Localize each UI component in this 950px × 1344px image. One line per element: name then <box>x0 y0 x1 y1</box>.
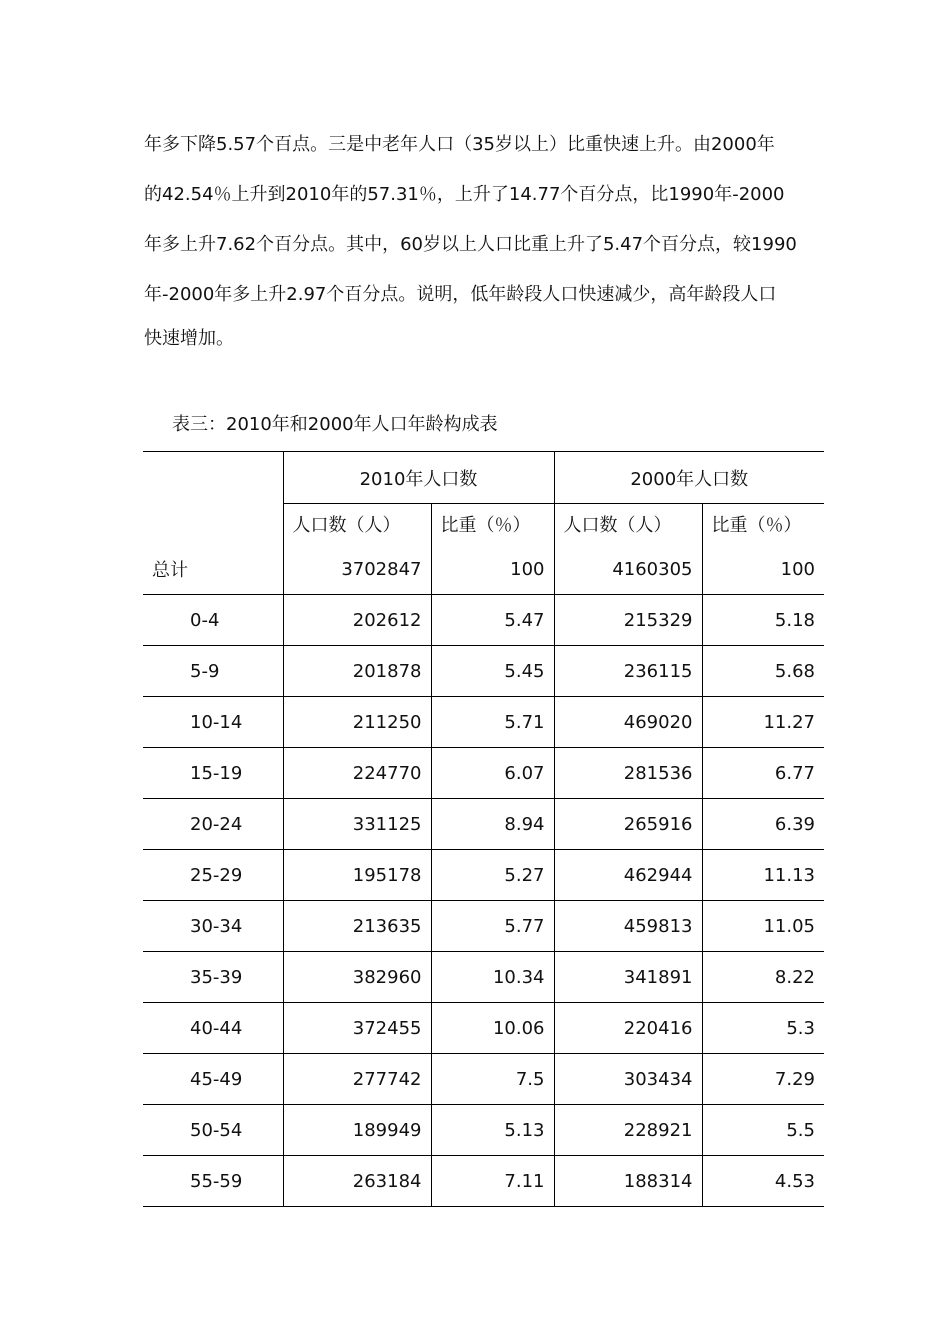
share-2000-cell: 8.22 <box>702 952 824 1003</box>
share-2000-cell: 4.53 <box>702 1156 824 1207</box>
table-row <box>143 850 824 901</box>
table-row <box>143 697 824 748</box>
table-row <box>143 1156 824 1207</box>
pop-2010-cell: 382960 <box>283 952 431 1003</box>
paragraph-line: 年-2000年多上升2.97个百分点。说明，低年龄段人口快速减少，高年龄段人口 <box>144 284 777 305</box>
share-2010-cell: 6.07 <box>431 748 554 799</box>
paragraph-line: 的42.54％上升到2010年的57.31％，上升了14.77个百分点，比1990年-2000 <box>144 184 785 205</box>
age-cell: 25-29 <box>143 850 283 901</box>
pop-2010-cell: 213635 <box>283 901 431 952</box>
share-2010-cell: 10.06 <box>431 1003 554 1054</box>
table-row <box>143 952 824 1003</box>
total-share-2010: 100 <box>431 544 554 595</box>
age-cell: 45-49 <box>143 1054 283 1105</box>
share-2010-cell: 5.27 <box>431 850 554 901</box>
age-cell: 10-14 <box>143 697 283 748</box>
table-row <box>143 901 824 952</box>
age-cell: 15-19 <box>143 748 283 799</box>
paragraph-line: 年多下降5.57个百点。三是中老年人口（35岁以上）比重快速上升。由2000年 <box>144 134 775 155</box>
share-2000-cell: 5.18 <box>702 595 824 646</box>
total-pop-2010: 3702847 <box>283 544 431 595</box>
sub-header-share-2000: 比重（％） <box>702 504 824 545</box>
body-paragraph <box>144 120 814 358</box>
table-row-total <box>143 544 824 595</box>
pop-2000-cell: 236115 <box>554 646 702 697</box>
pop-2000-cell: 265916 <box>554 799 702 850</box>
pop-2000-cell: 469020 <box>554 697 702 748</box>
pop-2000-cell: 188314 <box>554 1156 702 1207</box>
pop-2010-cell: 263184 <box>283 1156 431 1207</box>
corner-cell <box>143 452 283 545</box>
population-age-table <box>143 451 824 1207</box>
share-2010-cell: 5.77 <box>431 901 554 952</box>
paragraph-line: 年多上升7.62个百分点。其中，60岁以上人口比重上升了5.47个百分点，较1990 <box>144 234 797 255</box>
age-cell: 50-54 <box>143 1105 283 1156</box>
paragraph-line: 快速增加。 <box>144 328 234 349</box>
age-cell: 0-4 <box>143 595 283 646</box>
age-cell: 35-39 <box>143 952 283 1003</box>
age-cell: 30-34 <box>143 901 283 952</box>
share-2010-cell: 5.45 <box>431 646 554 697</box>
total-share-2000: 100 <box>702 544 824 595</box>
sub-header-pop-2010: 人口数（人） <box>283 504 431 545</box>
pop-2010-cell: 201878 <box>283 646 431 697</box>
pop-2010-cell: 189949 <box>283 1105 431 1156</box>
pop-2000-cell: 220416 <box>554 1003 702 1054</box>
pop-2010-cell: 202612 <box>283 595 431 646</box>
share-2010-cell: 7.5 <box>431 1054 554 1105</box>
total-label: 总计 <box>143 544 283 595</box>
table-row <box>143 799 824 850</box>
pop-2010-cell: 331125 <box>283 799 431 850</box>
table-row <box>143 1003 824 1054</box>
age-cell: 5-9 <box>143 646 283 697</box>
table-row <box>143 1105 824 1156</box>
share-2000-cell: 6.39 <box>702 799 824 850</box>
share-2010-cell: 8.94 <box>431 799 554 850</box>
pop-2000-cell: 228921 <box>554 1105 702 1156</box>
pop-2010-cell: 224770 <box>283 748 431 799</box>
share-2000-cell: 5.68 <box>702 646 824 697</box>
age-cell: 55-59 <box>143 1156 283 1207</box>
share-2010-cell: 7.11 <box>431 1156 554 1207</box>
share-2000-cell: 11.05 <box>702 901 824 952</box>
sub-header-share-2010: 比重（％） <box>431 504 554 545</box>
share-2000-cell: 5.5 <box>702 1105 824 1156</box>
group-header-2010: 2010年人口数 <box>283 452 554 504</box>
pop-2010-cell: 195178 <box>283 850 431 901</box>
share-2010-cell: 10.34 <box>431 952 554 1003</box>
share-2010-cell: 5.47 <box>431 595 554 646</box>
table-group-header-row <box>143 452 824 504</box>
sub-header-pop-2000: 人口数（人） <box>554 504 702 545</box>
table-caption: 表三：2010年和2000年人口年龄构成表 <box>172 414 498 435</box>
pop-2010-cell: 277742 <box>283 1054 431 1105</box>
age-cell: 20-24 <box>143 799 283 850</box>
group-header-2000: 2000年人口数 <box>554 452 824 504</box>
share-2000-cell: 5.3 <box>702 1003 824 1054</box>
share-2000-cell: 11.13 <box>702 850 824 901</box>
share-2000-cell: 6.77 <box>702 748 824 799</box>
table-row <box>143 748 824 799</box>
pop-2000-cell: 215329 <box>554 595 702 646</box>
share-2000-cell: 7.29 <box>702 1054 824 1105</box>
pop-2000-cell: 281536 <box>554 748 702 799</box>
share-2000-cell: 11.27 <box>702 697 824 748</box>
pop-2000-cell: 462944 <box>554 850 702 901</box>
pop-2000-cell: 341891 <box>554 952 702 1003</box>
age-cell: 40-44 <box>143 1003 283 1054</box>
share-2010-cell: 5.71 <box>431 697 554 748</box>
table-row <box>143 646 824 697</box>
share-2010-cell: 5.13 <box>431 1105 554 1156</box>
pop-2000-cell: 303434 <box>554 1054 702 1105</box>
table-row <box>143 595 824 646</box>
total-pop-2000: 4160305 <box>554 544 702 595</box>
pop-2000-cell: 459813 <box>554 901 702 952</box>
pop-2010-cell: 211250 <box>283 697 431 748</box>
table-row <box>143 1054 824 1105</box>
pop-2010-cell: 372455 <box>283 1003 431 1054</box>
